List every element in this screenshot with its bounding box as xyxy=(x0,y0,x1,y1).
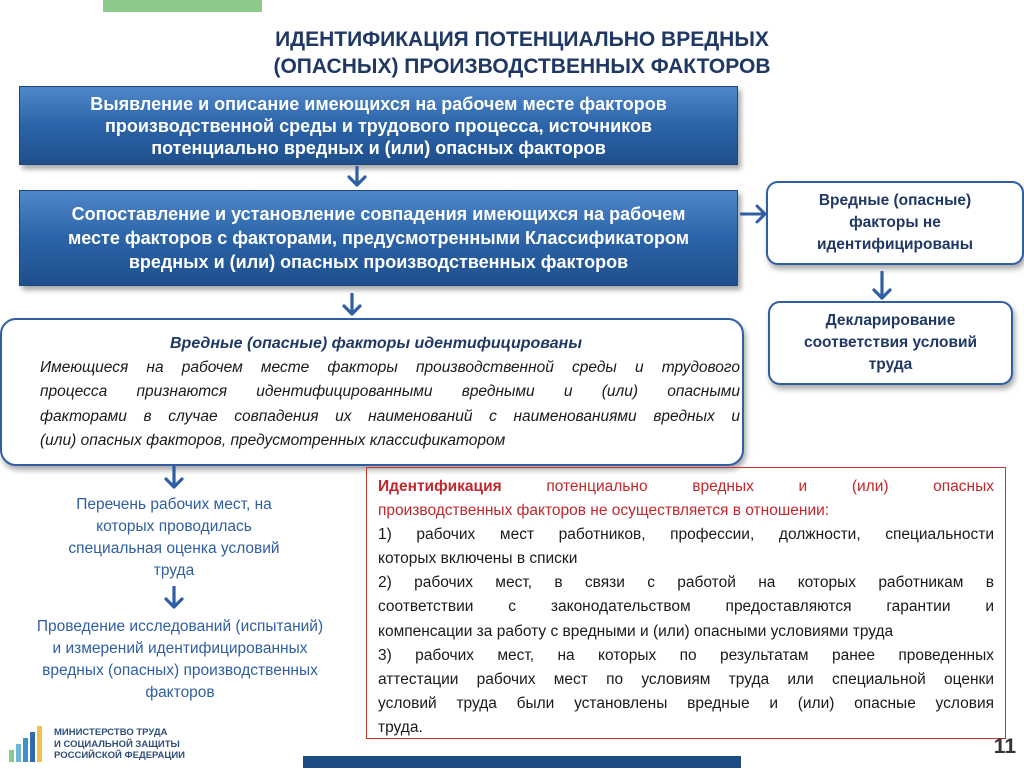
conformity-declaration-box: Декларирование соответствия условий труда xyxy=(768,301,1013,385)
factors-not-identified-box: Вредные (опасные) факторы не идентифицированы xyxy=(766,181,1024,265)
arrow-down-icon xyxy=(341,293,363,317)
bottom-accent-bar xyxy=(303,756,741,768)
factors-identified-heading: Вредные (опасные) факторы идентифицированы xyxy=(170,335,582,352)
exceptions-text: Идентификация потенциально вредных и (или) опасных производственных факторов не осуществляется в отношении: 1) рабочих мест работников, профессии, должности, специальности которых включены в списки 2) рабочих мест, в связи с работой на которых работникам в соответствии с законодательством предоставляются гарантии и компенсации за работу с вредными и (или) опасными условиями труда 3) рабочих мест, на которых по результатам ранее проведенных аттестации рабочих мест по условиям труда или специальной оценки условий труда были установлены вредные и (или) опасные условия труда. xyxy=(378,478,995,736)
slide-title: ИДЕНТИФИКАЦИЯ ПОТЕНЦИАЛЬНО ВРЕДНЫХ (ОПАСНЫХ) ПРОИЗВОДСТВЕННЫХ ФАКТОРОВ xyxy=(273,28,771,78)
workplace-list-text: Перечень рабочих мест, на которых проводилась специальная оценка условий труда xyxy=(68,496,280,579)
ministry-name: МИНИСТЕРСТВО ТРУДА И СОЦИАЛЬНОЙ ЗАЩИТЫ РОССИЙСКОЙ ФЕДЕРАЦИИ xyxy=(54,727,186,761)
exceptions-intro-bold: Идентификация xyxy=(378,478,502,495)
step-identify-factors-box: Выявление и описание имеющихся на рабочем месте факторов производственной среды и трудового процесса, источников потенциально вредных и (или) опасных факторов xyxy=(19,86,738,165)
arrow-down-icon xyxy=(163,586,185,610)
ministry-logo-icon xyxy=(6,720,46,764)
exception-item-1: 1) рабочих мест работников, профессии, должности, специальности xyxy=(378,526,994,544)
exceptions-intro: потенциально вредных и (или) опасных xyxy=(546,478,995,495)
arrow-down-icon xyxy=(163,466,185,490)
exception-item-3: 3) рабочих мест, на которых по результатам ранее проведенных xyxy=(378,646,994,664)
factors-identified-description: Имеющиеся на рабочем месте факторы производственной среды и трудового процесса признаются идентифицированными вредными и (или) опасными факторами в случае совпадения их наименований с наименованиями вредных и (или) опасных факторов, предусмотренных классификатором xyxy=(40,359,740,449)
arrow-down-icon xyxy=(346,166,368,188)
research-measurements-text: Проведение исследований (испытаний) и измерений идентифицированных вредных (опасных) производственных факторов xyxy=(36,618,324,701)
exception-item-2: 2) рабочих мест, в связи с работой на которых работникам в xyxy=(378,574,994,592)
page-number: 11 xyxy=(993,735,1016,758)
top-accent-bar xyxy=(103,0,262,12)
step-compare-classifier-box: Сопоставление и установление совпадения имеющихся на рабочем месте факторов с факторами, предусмотренными Классификатором вредных и (или) опасных производственных факторов xyxy=(19,190,738,286)
arrow-down-icon xyxy=(871,271,893,301)
arrow-right-icon xyxy=(740,203,768,225)
